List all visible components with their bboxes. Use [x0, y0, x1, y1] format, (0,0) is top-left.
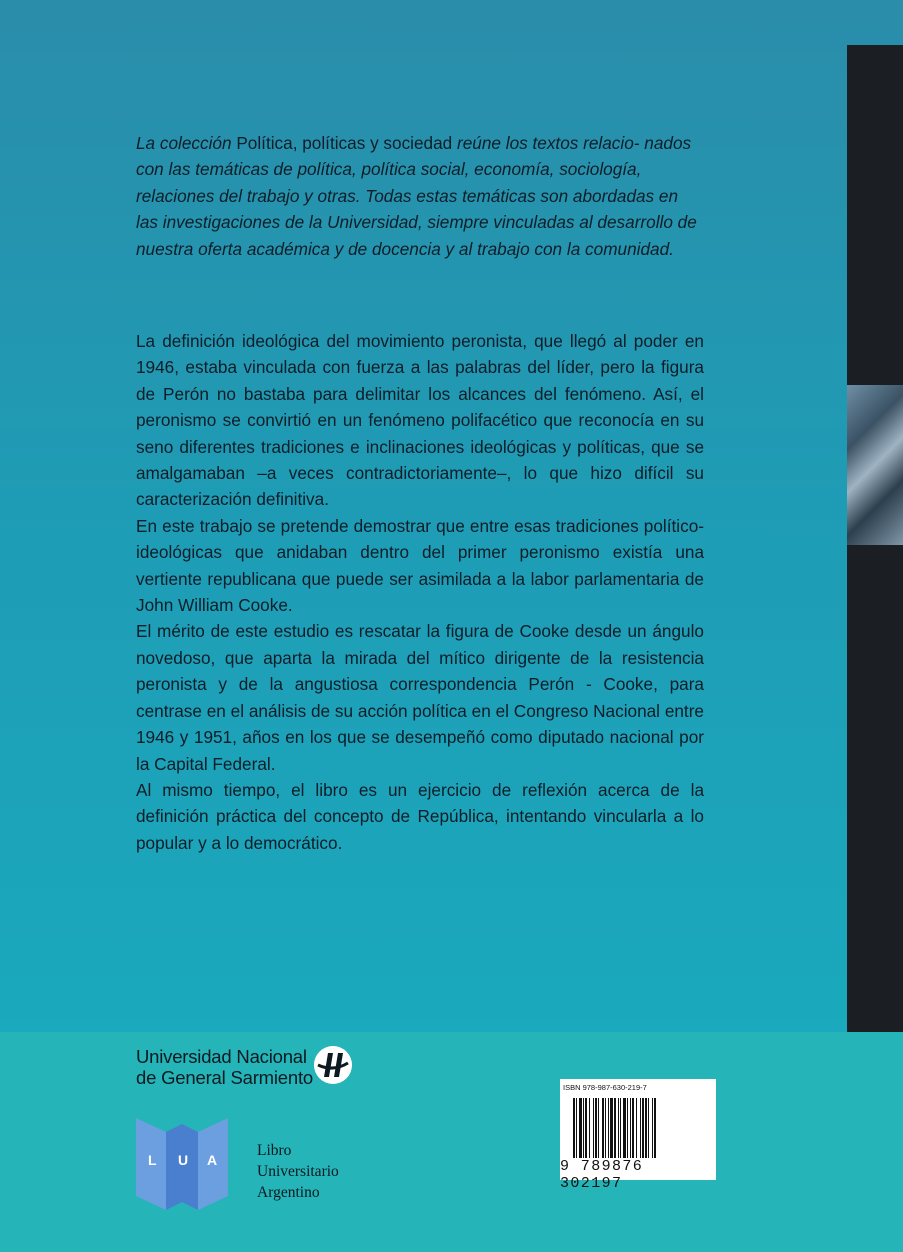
lua-logo-icon [136, 1118, 228, 1210]
lua-letter-a: A [207, 1152, 218, 1168]
barcode-bar [640, 1098, 641, 1158]
ungs-logo-icon [314, 1046, 352, 1084]
barcode-bar [602, 1098, 604, 1158]
spine-photo-fragment [847, 385, 903, 545]
synopsis-paragraph-3: El mérito de este estudio es rescatar la figura de Cooke desde un ángulo novedoso, que aparta la mirada del mítico dirigente de la resistencia peronista y de la angustiosa correspondencia Perón - Cooke, para centrase en el análisis de su acción política en el Congreso Nacional entre 1946 y 1951, años en los que se desempeñó como diputado nacional por la Capital Federal. [136, 621, 704, 774]
barcode-bar [598, 1098, 599, 1158]
barcode-bar [614, 1098, 616, 1158]
barcode-digits: 9 789876 302197 [560, 1158, 644, 1192]
barcode-bar [630, 1098, 631, 1158]
barcode-bar [610, 1098, 613, 1158]
lua-letter-u: U [178, 1152, 189, 1168]
barcode-bars [573, 1098, 705, 1158]
barcode-bar [585, 1098, 587, 1158]
barcode-bar [642, 1098, 644, 1158]
barcode-bar [620, 1098, 621, 1158]
collection-intro [136, 130, 704, 262]
barcode-bar [652, 1098, 653, 1158]
barcode-bar [576, 1098, 577, 1158]
barcode-bar [595, 1098, 597, 1158]
barcode-bar [573, 1098, 575, 1158]
lua-line-1: Libro [257, 1142, 292, 1159]
barcode-bar [605, 1098, 606, 1158]
barcode-bar [636, 1098, 637, 1158]
synopsis [136, 328, 704, 856]
barcode-bar [618, 1098, 619, 1158]
synopsis-paragraph-1: La definición ideológica del movimiento peronista, que llegó al poder en 1946, estaba vinculada con fuerza a las palabras del líder, pero la figura de Perón no bastaba para delimitar los alcances del fenómeno. Así, el peronismo se convirtió en un fenómeno polifacético que reconocía en su seno diferentes tradiciones e inclinaciones ideológicas y políticas, que se amalgamaban –a veces contradictoriamente–, lo que hizo difícil su caracterización definitiva. [136, 331, 704, 510]
synopsis-paragraph-4: Al mismo tiempo, el libro es un ejercicio de reflexión acerca de la definición práctica del concepto de República, intentando vincularla a lo popular y a lo democrático. [136, 779, 704, 853]
lua-line-3: Argentino [257, 1184, 320, 1201]
publisher-line-2: de General Sarmiento [136, 1067, 313, 1088]
barcode-bar [583, 1098, 584, 1158]
intro-text-rest: nados con las temáticas de política, política social, economía, sociología, relaciones del trabajo y otras. Todas estas temáticas son abordadas en las investigaciones de la Universidad, siempre vinculadas al desarrollo de nuestra oferta académica y de docencia y al trabajo con la comunidad. [136, 133, 697, 259]
synopsis-paragraph-2: En este trabajo se pretende demostrar que entre esas tradiciones político-ideológicas que anidaban dentro del primer peronismo existía una vertiente republicana que puede ser asimilada a la labor parlamentaria de John William Cooke. [136, 515, 704, 616]
lua-letter-l: L [148, 1152, 157, 1168]
isbn-label: ISBN 978-987-630-219-7 [563, 1083, 647, 1092]
barcode-bar [632, 1098, 634, 1158]
barcode-bar [654, 1098, 656, 1158]
intro-text-a: La colección [136, 133, 237, 153]
barcode-bar [579, 1098, 582, 1158]
barcode-bar [589, 1098, 590, 1158]
publisher-line-1: Universidad Nacional [136, 1046, 307, 1067]
collection-name: Política, políticas y sociedad [236, 133, 453, 153]
barcode-bar [608, 1098, 609, 1158]
intro-text-c: reúne los textos relacio- [452, 133, 640, 153]
barcode-bar [645, 1098, 647, 1158]
barcode-bar [623, 1098, 626, 1158]
lua-label [257, 1140, 339, 1203]
barcode [560, 1079, 716, 1192]
barcode-bar [627, 1098, 628, 1158]
barcode-bar [648, 1098, 649, 1158]
publisher-name [136, 1046, 396, 1092]
lua-line-2: Universitario [257, 1163, 339, 1180]
barcode-bar [593, 1098, 594, 1158]
